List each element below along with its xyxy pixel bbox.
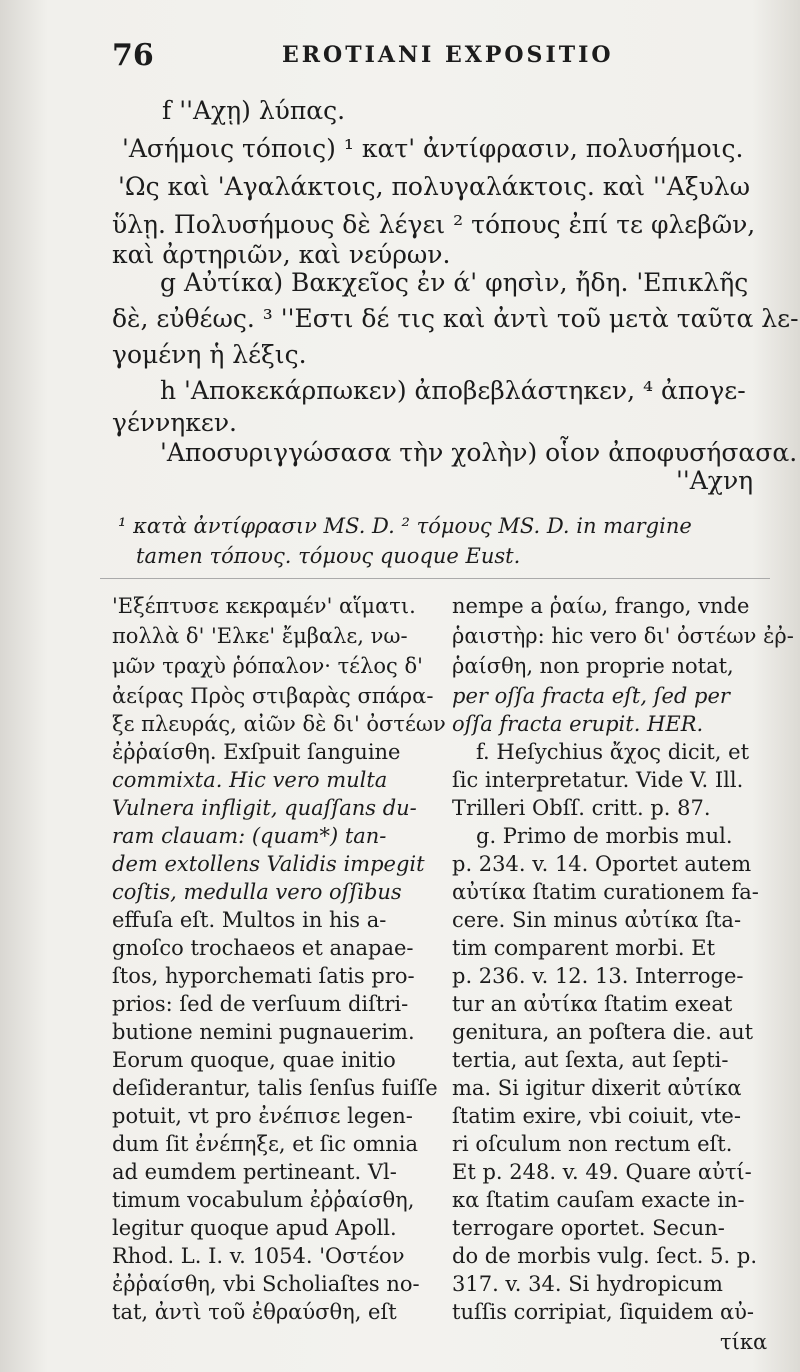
- left-line: tat, ἀντὶ τοῦ ἐθραύσθη, eſt: [112, 1300, 397, 1324]
- upper-line: 'Ασήμοις τόποις) ¹ κατ' ἀντίφρασιν, πολυσήμοις.: [122, 134, 744, 163]
- upper-line: καὶ ἀρτηριῶν, καὶ νεύρων.: [112, 240, 451, 269]
- upper-line: 'Ως καὶ 'Αγαλάκτοις, πολυγαλάκτοις. καὶ ''Αξυλω: [118, 172, 751, 201]
- left-line: 'Εξέπτυσε κεκραμέν' αἵματι.: [112, 594, 416, 618]
- right-line: f. Heſychius ἄχος dicit, et: [476, 740, 750, 764]
- right-line: cere. Sin minus αὐτίκα ſta-: [452, 908, 742, 932]
- left-line: butione nemini pugnauerim.: [112, 1020, 415, 1044]
- left-line: dem extollens Validis impegit: [112, 852, 425, 876]
- right-line: κα ſtatim cauſam exacte in-: [452, 1188, 745, 1212]
- left-line: legitur quoque apud Apoll.: [112, 1216, 397, 1240]
- footnote-line: tamen τόπους. τόμους quoque Eust.: [136, 544, 521, 568]
- right-line: ῥαιστὴρ: hic vero δι' ὀστέων ἐῤ-: [452, 624, 794, 648]
- right-line: ῥαίσθη, non proprie notat,: [452, 654, 734, 678]
- right-line: ri oſculum non rectum eſt.: [452, 1132, 733, 1156]
- right-line: τίκα: [720, 1330, 768, 1354]
- right-line: oſſa fracta erupit. HER.: [452, 712, 704, 736]
- left-line: ἐῤῥαίσθη, vbi Scholiaſtes no-: [112, 1272, 420, 1296]
- left-line: μῶν τραχὺ ῥόπαλον· τέλος δ': [112, 654, 423, 678]
- right-line: Trilleri Obſſ. critt. p. 87.: [452, 796, 711, 820]
- upper-line: h 'Αποκεκάρπωκεν) ἀποβεβλάστηκεν, ⁴ ἀπογε-: [160, 376, 746, 405]
- right-line: do de morbis vulg. ſect. 5. p.: [452, 1244, 757, 1268]
- upper-line: g Αὐτίκα) Βακχεῖος ἐν ά' φησὶν, ἤδη. 'Επικλῆς: [160, 268, 749, 297]
- right-line: Et p. 248. v. 49. Quare αὐτί-: [452, 1160, 752, 1184]
- right-line: ma. Si igitur dixerit αὐτίκα: [452, 1076, 742, 1100]
- left-line: timum vocabulum ἐῤῥαίσθη,: [112, 1188, 415, 1212]
- upper-line: γέννηκεν.: [112, 408, 237, 437]
- left-line: prios: ſed de verſuum diſtri-: [112, 992, 409, 1016]
- right-line: tur an αὐτίκα ſtatim exeat: [452, 992, 733, 1016]
- right-line: αὐτίκα ſtatim curationem fa-: [452, 880, 759, 904]
- right-line: nempe a ῥαίω, frango, vnde: [452, 594, 750, 618]
- left-line: coſtis, medulla vero oſſibus: [112, 880, 402, 904]
- right-line: per oſſa fracta eſt, ſed per: [452, 684, 730, 708]
- left-line: ἐῤῥαίσθη. Exſpuit ſanguine: [112, 740, 401, 764]
- left-line: ξε πλευράς, αἰῶν δὲ δι' ὀστέων: [112, 712, 446, 736]
- upper-line: ὕλῃ. Πολυσήμους δὲ λέγει ² τόπους ἐπί τε φλεβῶν,: [112, 210, 756, 239]
- upper-line: δὲ, εὐθέως. ³ ''Εστι δέ τις καὶ ἀντὶ τοῦ μετὰ ταῦτα λε-: [112, 304, 799, 333]
- upper-line: 'Αποσυριγγώσασα τὴν χολὴν) οἷον ἀποφυσήσασα.: [160, 438, 798, 467]
- right-line: tertia, aut ſexta, aut ſepti-: [452, 1048, 729, 1072]
- right-line: tuſſis corripiat, ſiquidem αὐ-: [452, 1300, 755, 1324]
- left-line: ἀείρας Πρὸς στιβαρὰς σπάρα-: [112, 684, 434, 708]
- upper-line: f ''Αχῃ) λύπας.: [162, 96, 346, 125]
- right-line: terrogare oportet. Secun-: [452, 1216, 725, 1240]
- left-line: gnoſco trochaeos et anapae-: [112, 936, 414, 960]
- left-line: Rhod. L. I. v. 1054. 'Οστέον: [112, 1244, 405, 1268]
- divider: [100, 578, 770, 579]
- right-line: genitura, an poſtera die. aut: [452, 1020, 754, 1044]
- left-line: ſtos, hyporchemati ſatis pro-: [112, 964, 415, 988]
- right-line: g. Primo de morbis mul.: [476, 824, 733, 848]
- left-line: commixta. Hic vero multa: [112, 768, 388, 792]
- left-line: Eorum quoque, quae initio: [112, 1048, 396, 1072]
- page-number: 76: [112, 38, 154, 73]
- running-title: EROTIANI EXPOSITIO: [282, 42, 614, 68]
- right-line: p. 234. v. 14. Oportet autem: [452, 852, 752, 876]
- left-line: dum ſit ἐνέπηξε, et ſic omnia: [112, 1132, 419, 1156]
- upper-line: γομένη ἡ λέξις.: [112, 340, 307, 369]
- footnote-line: ¹ κατὰ ἀντίφρασιν MS. D. ² τόμους MS. D. in margine: [118, 514, 692, 538]
- page-header: [112, 38, 772, 72]
- left-line: deſiderantur, talis ſenſus fuiſſe: [112, 1076, 438, 1100]
- left-line: potuit, vt pro ἐνέπισε legen-: [112, 1104, 413, 1128]
- left-line: ram clauam: (quam*) tan-: [112, 824, 387, 848]
- left-line: Vulnera infligit, quaſſans du-: [112, 796, 417, 820]
- right-line: ſic interpretatur. Vide V. Ill.: [452, 768, 744, 792]
- left-line: effuſa eſt. Multos in his a-: [112, 908, 387, 932]
- right-line: 317. v. 34. Si hydropicum: [452, 1272, 723, 1296]
- left-line: ad eumdem pertineant. Vl-: [112, 1160, 397, 1184]
- right-line: p. 236. v. 12. 13. Interroge-: [452, 964, 744, 988]
- right-line: tim comparent morbi. Et: [452, 936, 716, 960]
- right-line: ſtatim exire, vbi coiuit, vte-: [452, 1104, 741, 1128]
- upper-line: ''Αχνη: [676, 466, 754, 495]
- left-line: πολλὰ δ' 'Ελκε' ἔμβαλε, νω-: [112, 624, 408, 648]
